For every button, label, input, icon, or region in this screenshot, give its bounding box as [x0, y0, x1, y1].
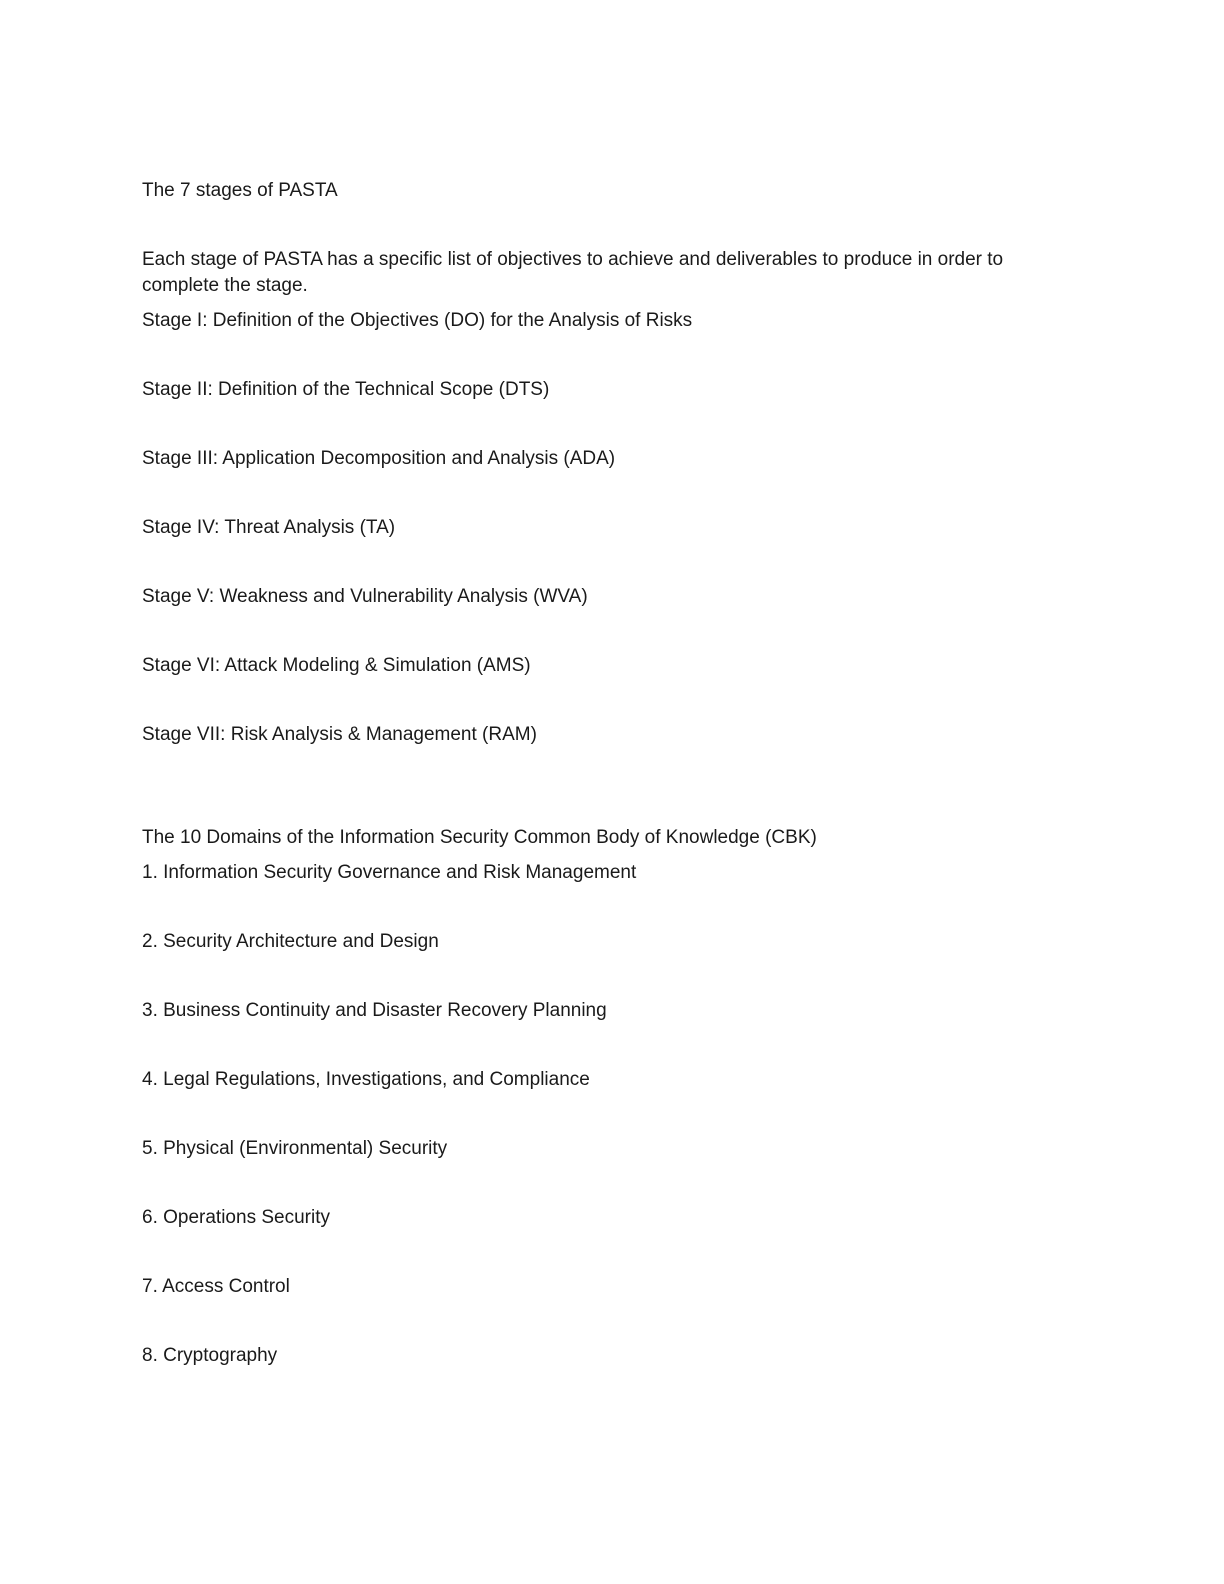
pasta-intro: Each stage of PASTA has a specific list of objectives to achieve and deliverables to produce in order to complete the stage.	[142, 249, 1004, 296]
domain-item: 1. Information Security Governance and Risk Management	[142, 862, 637, 883]
cbk-heading: The 10 Domains of the Information Security Common Body of Knowledge (CBK)	[142, 827, 817, 848]
domain-item: 5. Physical (Environmental) Security	[142, 1138, 448, 1159]
stage-item: Stage III: Application Decomposition and Analysis (ADA)	[142, 448, 616, 469]
domain-item: 8. Cryptography	[142, 1345, 278, 1366]
domain-item: 6. Operations Security	[142, 1207, 330, 1228]
domain-item: 7. Access Control	[142, 1276, 290, 1297]
domain-item: 2. Security Architecture and Design	[142, 931, 439, 952]
stage-item: Stage IV: Threat Analysis (TA)	[142, 517, 396, 538]
domain-item: 3. Business Continuity and Disaster Recovery Planning	[142, 1000, 607, 1021]
stage-item: Stage VII: Risk Analysis & Management (RAM)	[142, 724, 537, 745]
stage-item: Stage VI: Attack Modeling & Simulation (AMS)	[142, 655, 531, 676]
stage-item: Stage I: Definition of the Objectives (DO) for the Analysis of Risks	[142, 310, 693, 331]
stage-item: Stage V: Weakness and Vulnerability Analysis (WVA)	[142, 586, 588, 607]
pasta-heading: The 7 stages of PASTA	[142, 180, 338, 201]
stage-item: Stage II: Definition of the Technical Scope (DTS)	[142, 379, 550, 400]
domain-item: 4. Legal Regulations, Investigations, and Compliance	[142, 1069, 590, 1090]
